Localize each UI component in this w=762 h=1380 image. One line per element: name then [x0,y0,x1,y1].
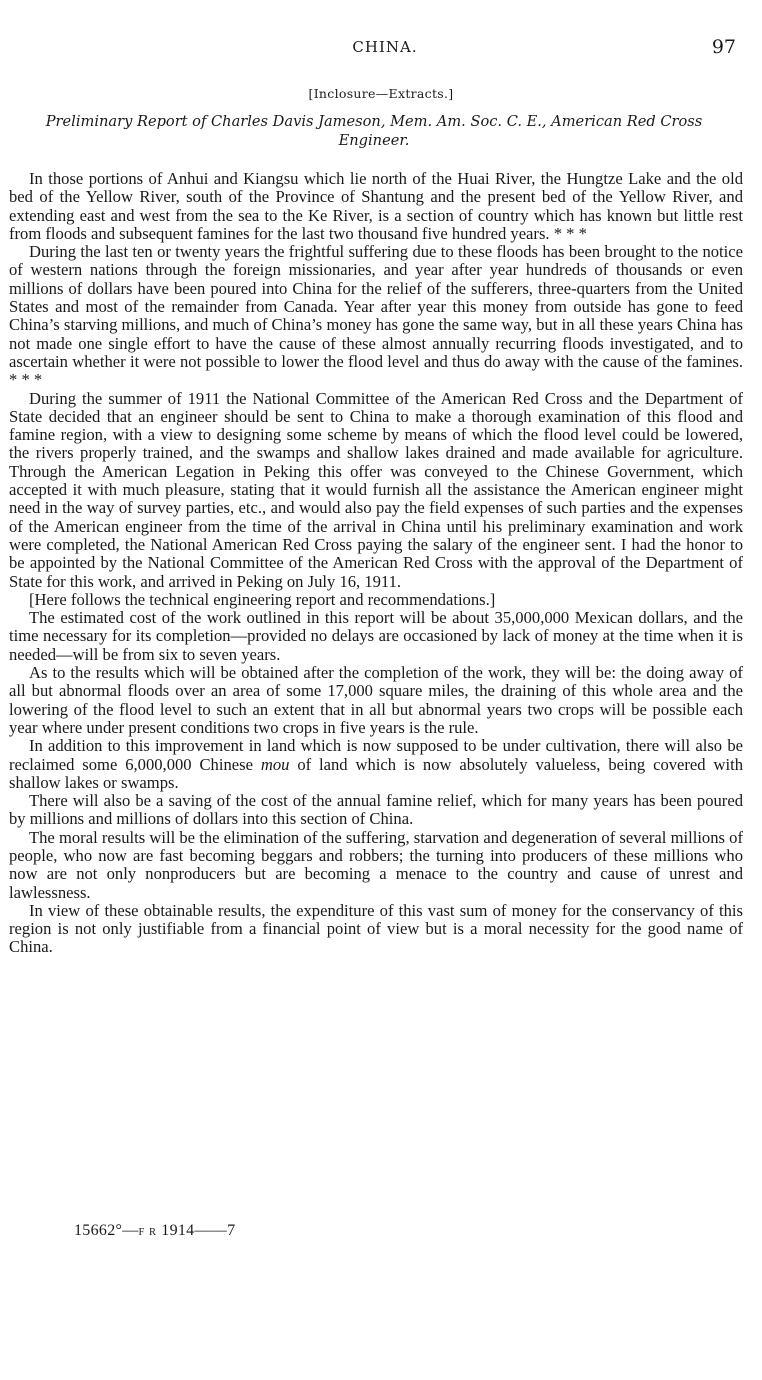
paragraph-9: The moral results will be the elimination of the suffering, starvation and degeneration of several millions of people, who now are fast becoming beggars and robbers; the turning into producers of these millions who now are not only nonproducers but are becoming a menace to the country and cause of unrest and lawlessness. [9,827,743,902]
imprint-series: F R [138,1227,157,1238]
paragraph-10: In view of these obtainable results, the expenditure of this vast sum of money for the conservancy of this region is not only justifiable from a financial point of view but is a moral necessity for the good name of China. [9,900,743,957]
paragraph-4: [Here follows the technical engineering report and recommendations.] [29,589,496,609]
report-body [9,170,743,957]
paragraph-3: During the summer of 1911 the National Committee of the American Red Cross and the Department of State decided that an engineer should be sent to China to make a thorough examination of this flood and famine region, with a view to designing some scheme by means of which the flood level could be lowered, the rivers properly trained, and the swamps and shallow lakes drained and made available for agriculture. Through the American Legation in Peking this offer was conveyed to the Chinese Government, which accepted it with much pleasure, stating that it would furnish all the assistance the American engineer might need in the way of survey parties, etc., and would also pay the field expenses of such parties and the expenses of the American engineer from the time of the arrival in China until his preliminary examination and work were completed, the National American Red Cross paying the salary of the engineer sent. I had the honor to be appointed by the National Committee of the American Red Cross with the approval of the Department of State for this work, and arrived in Peking on July 16, 1911. [9,388,743,591]
paragraph-8: There will also be a saving of the cost of the annual famine relief, which for many years has been poured by millions and millions of dollars into this section of China. [9,791,743,829]
paragraph-1: In those portions of Anhui and Kiangsu which lie north of the Huai River, the Hungtze Lake and the old bed of the Yellow River, south of the Province of Shantung and the present bed of the Yellow River, and extending east and west from the sea to the Ke River, is a section of country which has known but little rest from floods and subsequent famines for the last two thousand five hundred years. * * * [9,169,743,243]
paragraph-7: In addition to this improvement in land which is now supposed to be under cultivation, there will also be reclaimed some 6,000,000 Chinese mou of land which is now absolutely valueless, being covered with shallow lakes or swamps. [9,736,743,792]
running-head [8,36,762,60]
report-title: Preliminary Report of Charles Davis Jameson, Mem. Am. Soc. C. E., American Red Cross Engineer. [45,113,703,149]
paragraph-6: As to the results which will be obtained after the completion of the work, they will be: the doing away of all but abnormal floods over an area of some 17,000 square miles, the draining of this whole area and the lowering of the flood level to such an extent that in all but abnormal years two crops will be possible each year where under present conditions two crops in five years is the rule. [9,663,743,737]
running-title: CHINA. [352,38,418,56]
printer-imprint [74,1222,235,1240]
imprint-year: 1914——7 [161,1222,236,1239]
paragraph-2: During the last ten or twenty years the frightful suffering due to these floods has been brought to the notice of western nations through the foreign missionaries, and year after year hundreds of thousands or even millions of dollars have been poured into China for the relief of the sufferers, three-quarters from the United States and most of the remainder from Canada. Year after year this money from outside has gone to feed China’s starving millions, and much of China’s money has gone the same way, but in all these years China has not made one single effort to have the cause of these almost annually recurring floods investigated, and to ascertain whether it were not possible to lower the flood level and thus do away with the cause of the famines. * * * [9,242,743,390]
page-number: 97 [711,36,736,58]
imprint-number: 15662°— [74,1222,139,1239]
paragraph-5: The estimated cost of the work outlined in this report will be about 35,000,000 Mexican dollars, and the time necessary for its completion—provided no delays are occasioned by lack of money at the time when it is needed—will be from six to seven years. [9,608,743,664]
inclosure-label: [Inclosure—Extracts.] [308,86,454,101]
